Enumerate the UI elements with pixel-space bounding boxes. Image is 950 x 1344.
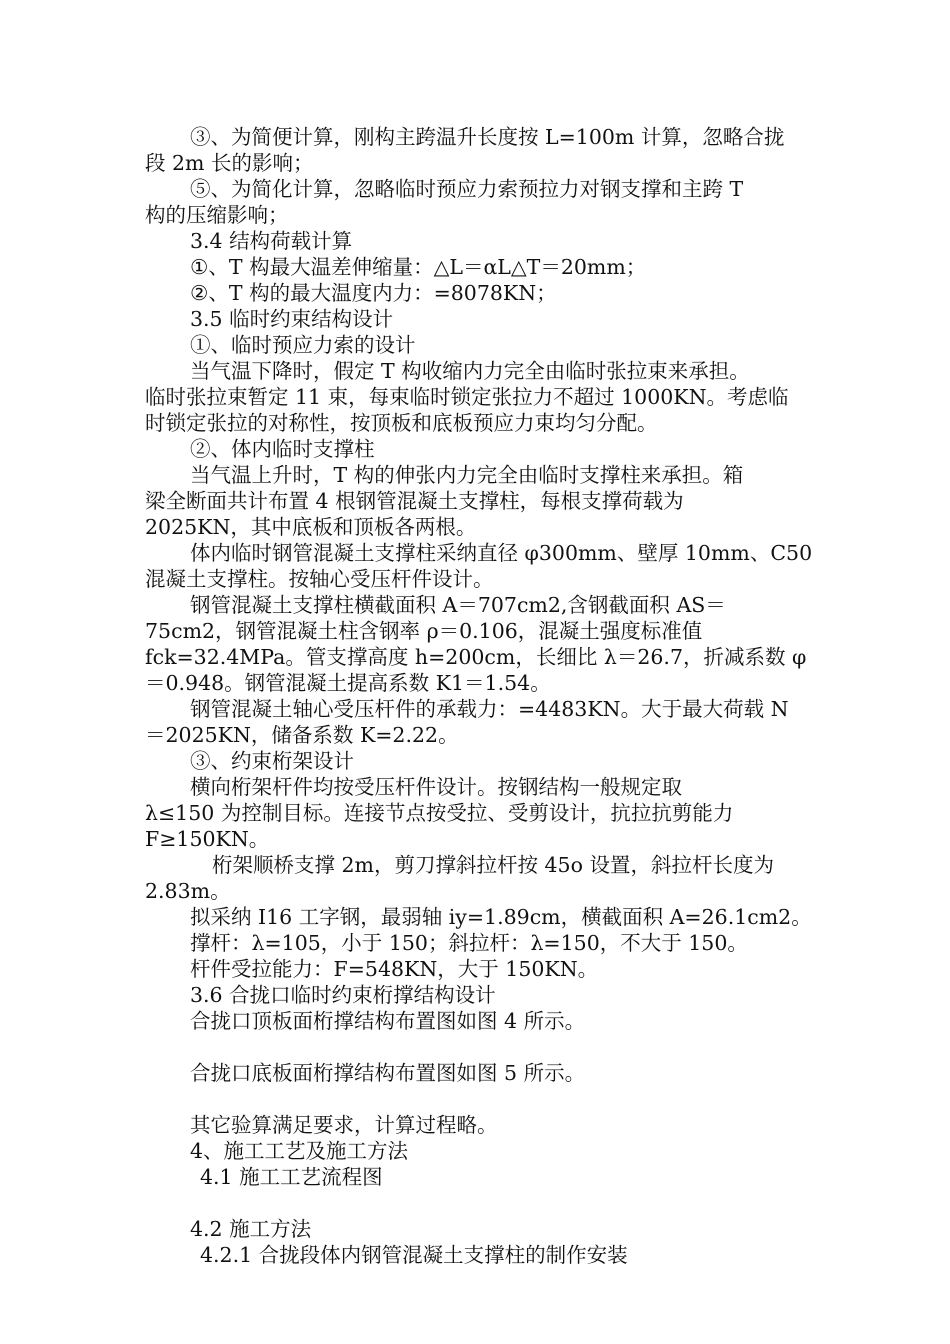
section-heading: 4、施工工艺及施工方法	[190, 1139, 409, 1163]
text-line: ②、T 构的最大温度内力：=8078KN；	[190, 281, 557, 305]
text-line: 梁全断面共计布置 4 根钢管混凝土支撑柱，每根支撑荷载为	[145, 489, 684, 513]
text-line: 段 2m 长的影响；	[145, 151, 314, 175]
text-line: 钢管混凝土轴心受压杆件的承载力：=4483KN。大于最大荷载 N	[190, 697, 789, 721]
text-line: 2025KN，其中底板和顶板各两根。	[145, 515, 477, 539]
text-line: 2.83m。	[145, 879, 231, 903]
text-line: F≥150KN。	[145, 827, 270, 851]
text-line: ③、约束桁架设计	[190, 749, 354, 773]
text-line: 混凝土支撑柱。按轴心受压杆件设计。	[145, 567, 494, 591]
text-line: fck=32.4MPa。管支撑高度 h=200cm，长细比 λ＝26.7，折减系数 φ	[145, 645, 807, 669]
text-line: 钢管混凝土支撑柱横截面积 A＝707cm2,含钢截面积 AS＝	[190, 593, 726, 617]
section-heading: 4.2.1 合拢段体内钢管混凝土支撑柱的制作安装	[200, 1243, 628, 1267]
text-line: ③、为简便计算，刚构主跨温升长度按 L=100m 计算，忽略合拢	[190, 125, 785, 149]
text-line: 合拢口顶板面桁撑结构布置图如图 4 所示。	[190, 1009, 586, 1033]
text-line: ＝0.948。钢管混凝土提高系数 K1＝1.54。	[145, 671, 551, 695]
text-line: 合拢口底板面桁撑结构布置图如图 5 所示。	[190, 1061, 586, 1085]
text-line: ①、T 构最大温差伸缩量：△L＝αL△T＝20mm；	[190, 255, 647, 279]
section-heading: 4.1 施工工艺流程图	[200, 1165, 383, 1189]
text-line: 时锁定张拉的对称性，按顶板和底板预应力束均匀分配。	[145, 411, 658, 435]
text-line: ②、体内临时支撑柱	[190, 437, 375, 461]
text-line: ＝2025KN，储备系数 K=2.22。	[145, 723, 459, 747]
text-line: ①、临时预应力索的设计	[190, 333, 416, 357]
text-line: ⑤、为简化计算，忽略临时预应力索预拉力对钢支撑和主跨 T	[190, 177, 744, 201]
text-line: 临时张拉束暂定 11 束，每束临时锁定张拉力不超过 1000KN。考虑临	[145, 385, 789, 409]
text-line: 撑杆：λ=105，小于 150；斜拉杆：λ=150，不大于 150。	[190, 931, 748, 955]
text-line: 拟采纳 I16 工字钢，最弱轴 iy=1.89cm，横截面积 A=26.1cm2。	[190, 905, 812, 929]
section-heading: 3.6 合拢口临时约束桁撑结构设计	[190, 983, 496, 1007]
text-line: 杆件受拉能力：F=548KN，大于 150KN。	[190, 957, 599, 981]
text-line: 桁架顺桥支撑 2m，剪刀撑斜拉杆按 45o 设置，斜拉杆长度为	[212, 853, 774, 877]
text-line: 横向桁架杆件均按受压杆件设计。按钢结构一般规定取	[190, 775, 682, 799]
text-line: 当气温上升时，T 构的伸张内力完全由临时支撑柱来承担。箱	[190, 463, 744, 487]
text-line: λ≤150 为控制目标。连接节点按受拉、受剪设计，抗拉抗剪能力	[145, 801, 734, 825]
section-heading: 4.2 施工方法	[190, 1217, 312, 1241]
section-heading: 3.4 结构荷载计算	[190, 229, 353, 253]
section-heading: 3.5 临时约束结构设计	[190, 307, 394, 331]
text-line: 构的压缩影响；	[145, 203, 289, 227]
text-line: 当气温下降时，假定 T 构收缩内力完全由临时张拉束来承担。	[190, 359, 750, 383]
text-line: 75cm2，钢管混凝土柱含钢率 ρ＝0.106，混凝土强度标准值	[145, 619, 703, 643]
text-line: 体内临时钢管混凝土支撑柱采纳直径 φ300mm、壁厚 10mm、C50	[190, 541, 813, 565]
text-line: 其它验算满足要求，计算过程略。	[190, 1113, 498, 1137]
